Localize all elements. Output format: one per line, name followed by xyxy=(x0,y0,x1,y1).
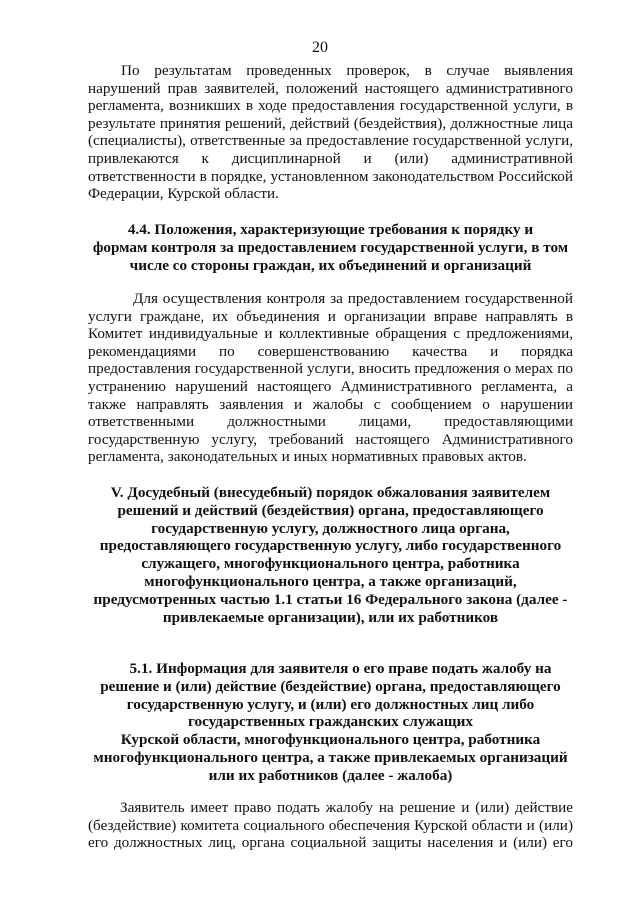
heading-line: или их работников (далее - жалоба) xyxy=(208,766,453,784)
text-line: привлекаются к дисциплинарной и (или) административной xyxy=(88,149,573,167)
text-line: нарушений прав заявителей, положений настоящего административного xyxy=(88,79,573,97)
section-heading-v xyxy=(88,484,573,626)
heading-line: государственную услугу, и (или) его должностных лиц либо xyxy=(126,695,535,713)
text-line: государственную услугу, требований настоящего Административного xyxy=(88,430,573,448)
text-line: рекомендациями по совершенствованию качества и порядка xyxy=(88,342,573,360)
section-heading-5-1 xyxy=(88,660,573,785)
text-line: По результатам проведенных проверок, в случае выявления xyxy=(121,62,573,79)
page-number: 20 xyxy=(312,39,328,56)
text-line: Для осуществления контроля за предоставлением государственной xyxy=(133,290,573,307)
text-line: (специалисты), ответственные за предоставление государственной услуги, xyxy=(88,132,573,150)
text-line: его должностных лиц, органа социальной защиты населения и (или) его xyxy=(88,834,573,852)
text-line: Федерации, Курской области. xyxy=(88,185,279,203)
paragraph-right-to-complain xyxy=(88,799,573,852)
heading-line: многофункционального центра, а также привлекаемых организаций xyxy=(93,748,568,766)
heading-line: многофункционального центра, а также организаций, xyxy=(144,572,517,590)
text-line: услуги граждане, их объединения и организации вправе направлять в xyxy=(88,307,573,325)
heading-line: служащего, многофункционального центра, работника xyxy=(141,555,520,573)
heading-line: государственную услугу, должностного лица органа, xyxy=(151,519,510,537)
text-line: также направлять заявления и жалобы с сообщением о нарушении xyxy=(88,395,573,413)
heading-line: государственных гражданских служащих xyxy=(188,713,473,731)
heading-line: привлекаемые организации), или их работников xyxy=(162,608,499,626)
text-line: (бездействие) комитета социального обеспечения Курской области и (или) xyxy=(88,816,573,834)
heading-line: 4.4. Положения, характеризующие требования к порядку и xyxy=(127,221,534,238)
text-line: регламента, возникших в ходе предоставления государственной услуги, в xyxy=(88,97,573,115)
text-line: ответственными должностными лицами, предоставляющими xyxy=(88,413,573,431)
heading-line: предоставляющего государственную услугу, либо государственного xyxy=(99,537,562,555)
text-line: Заявитель имеет право подать жалобу на решение и (или) действие xyxy=(120,799,573,816)
heading-line: Курской области, многофункционального центра, работника xyxy=(120,731,541,749)
section-heading-4-4 xyxy=(88,221,573,274)
text-line: предоставления государственной услуги, вносить предложения о мерах по xyxy=(88,360,573,378)
heading-line: предусмотренных частью 1.1 статьи 16 Федерального закона (далее - xyxy=(93,590,568,608)
heading-line: V. Досудебный (внесудебный) порядок обжалования заявителем xyxy=(110,484,551,501)
paragraph-inspection-results xyxy=(88,62,573,203)
heading-line: решений и действий (бездействия) органа, предоставляющего xyxy=(117,501,544,519)
text-line: Комитет индивидуальные и коллективные обращения с предложениями, xyxy=(88,325,573,343)
text-line: регламента, законодательных и иных нормативных правовых актов. xyxy=(88,448,527,466)
text-line: ответственности в порядке, установленном законодательством Российской xyxy=(88,167,573,185)
text-line: результате принятия решений, действий (бездействия), должностные лица xyxy=(88,114,573,132)
paragraph-control-by-citizens xyxy=(88,290,573,466)
heading-line: решение и (или) действие (бездействие) органа, предоставляющего xyxy=(100,677,561,695)
heading-line: формам контроля за предоставлением государственной услуги, в том xyxy=(92,238,569,256)
heading-line: 5.1. Информация для заявителя о его праве подать жалобу на xyxy=(129,660,552,677)
heading-line: числе со стороны граждан, их объединений и организаций xyxy=(129,256,532,274)
text-line: устранению нарушений настоящего Административного регламента, а xyxy=(88,377,573,395)
